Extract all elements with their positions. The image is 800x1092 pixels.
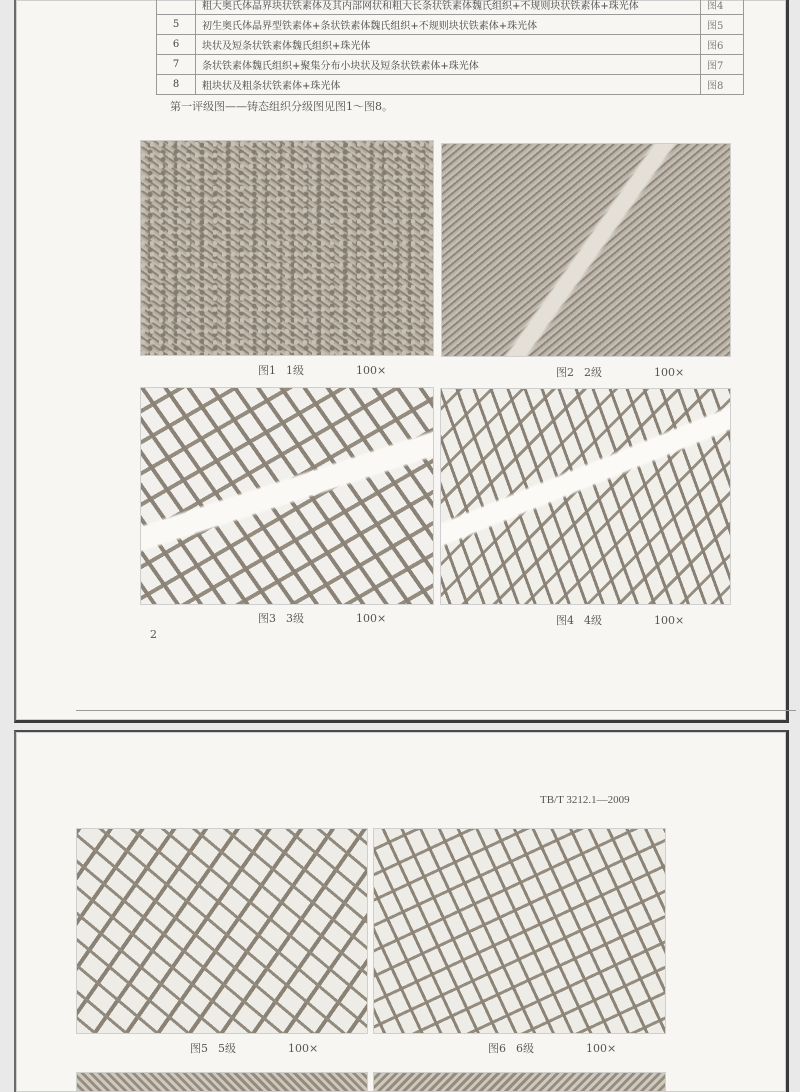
figure-magnification: 100× xyxy=(654,614,685,627)
figure-label: 图4 xyxy=(556,614,574,627)
micrograph-figure-7-partial xyxy=(76,1072,368,1092)
figure-magnification: 100× xyxy=(356,364,387,377)
figure-magnification: 100× xyxy=(356,612,387,625)
table-cell-fig: 图7 xyxy=(701,55,744,75)
figure-caption xyxy=(488,1040,616,1056)
micrograph-figure-1 xyxy=(140,140,434,356)
table-cell-desc: 条状铁素体魏氏组织+聚集分布小块状及短条状铁素体+珠光体 xyxy=(196,55,701,75)
table-row xyxy=(157,0,744,15)
figure-caption xyxy=(556,364,684,380)
figure-caption xyxy=(258,362,386,378)
figure-grade: 2级 xyxy=(584,366,602,379)
table-cell-fig: 图8 xyxy=(701,75,744,95)
figure-grade: 3级 xyxy=(286,612,304,625)
micrograph-figure-4 xyxy=(440,388,731,605)
figure-label: 图1 xyxy=(258,364,276,377)
table-row xyxy=(157,35,744,55)
figure-grade: 6级 xyxy=(516,1042,534,1055)
figure-magnification: 100× xyxy=(586,1042,617,1055)
table-cell-fig: 图6 xyxy=(701,35,744,55)
table-cell-fig: 图5 xyxy=(701,15,744,35)
standard-number-header: TB/T 3212.1—2009 xyxy=(540,794,630,806)
table-cell-no: 6 xyxy=(157,35,196,55)
figure-grade: 1级 xyxy=(286,364,304,377)
micrograph-figure-8-partial xyxy=(373,1072,666,1092)
table-cell-desc: 粗块状及粗条状铁素体+珠光体 xyxy=(196,75,701,95)
page-number: 2 xyxy=(150,628,157,641)
page-bottom-rule xyxy=(76,710,796,711)
micrograph-figure-2 xyxy=(441,143,731,357)
figure-label: 图6 xyxy=(488,1042,506,1055)
figure-label: 图2 xyxy=(556,366,574,379)
table-cell-desc: 块状及短条状铁素体魏氏组织+珠光体 xyxy=(196,35,701,55)
figure-magnification: 100× xyxy=(288,1042,319,1055)
figure-label: 图3 xyxy=(258,612,276,625)
figure-caption xyxy=(258,610,386,626)
micrograph-figure-5 xyxy=(76,828,368,1034)
table-cell-desc: 初生奥氏体晶界型铁素体+条状铁素体魏氏组织+不规则块状铁素体+珠光体 xyxy=(196,15,701,35)
table-cell-no: 7 xyxy=(157,55,196,75)
table-row xyxy=(157,55,744,75)
table-cell-no xyxy=(157,0,196,15)
figure-magnification: 100× xyxy=(654,366,685,379)
table-row xyxy=(157,75,744,95)
table-row xyxy=(157,15,744,35)
table-cell-no: 8 xyxy=(157,75,196,95)
figure-label: 图5 xyxy=(190,1042,208,1055)
figure-caption xyxy=(556,612,684,628)
figure-caption xyxy=(190,1040,318,1056)
micrograph-figure-6 xyxy=(373,828,666,1034)
figure-grade: 5级 xyxy=(218,1042,236,1055)
table-cell-no: 5 xyxy=(157,15,196,35)
micrograph-figure-3 xyxy=(140,387,434,605)
figure-reference-note: 第一评级图——铸态组织分级图见图1～图8。 xyxy=(170,100,393,113)
figure-grade: 4级 xyxy=(584,614,602,627)
table-cell-desc: 粗大奥氏体晶界块状铁素体及其内部网状和粗大长条状铁素体魏氏组织+不规则块状铁素体+珠光体 xyxy=(196,0,701,15)
grade-table xyxy=(156,0,744,95)
table-cell-fig: 图4 xyxy=(701,0,744,15)
